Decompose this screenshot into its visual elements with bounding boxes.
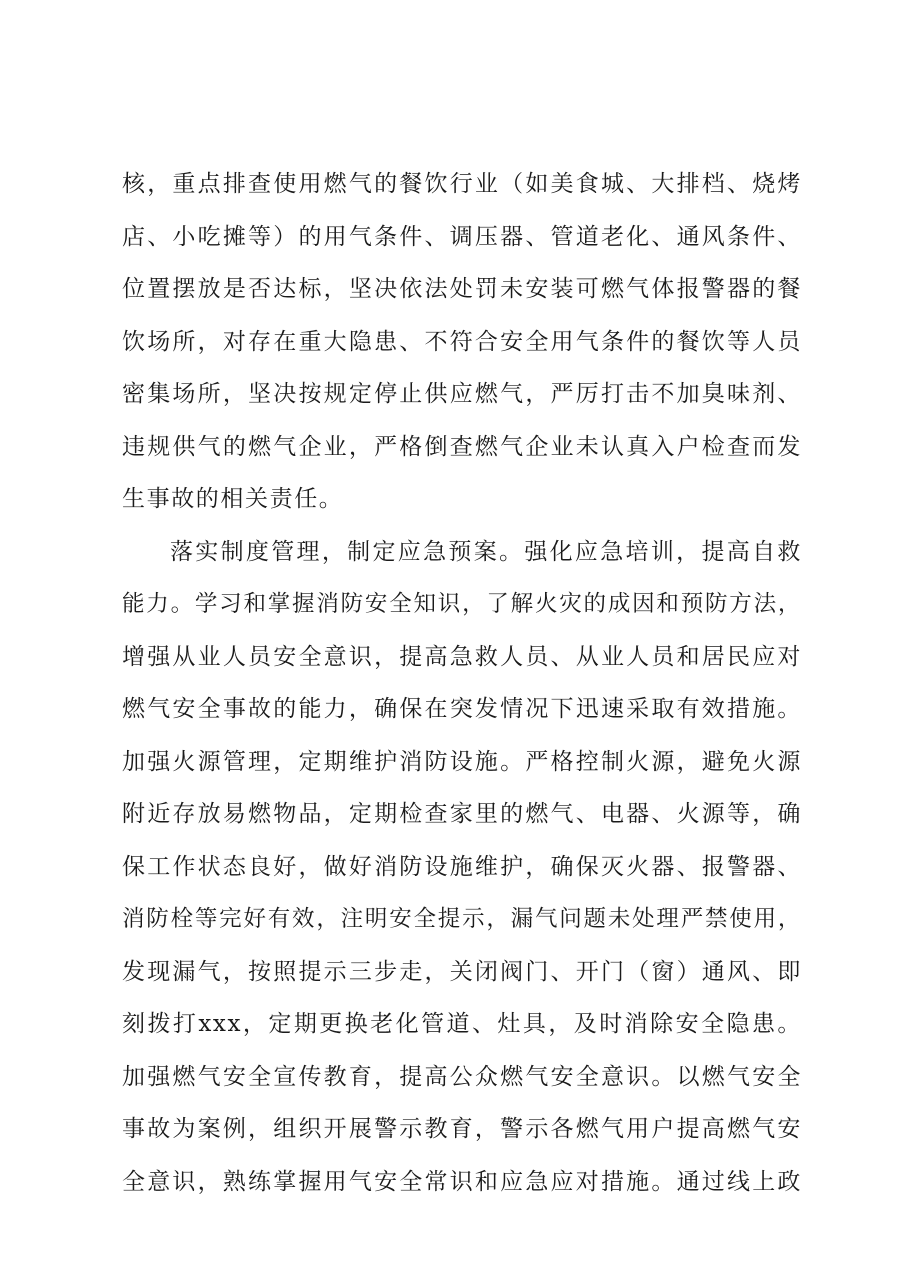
text-line: 增强从业人员安全意识，提高急救人员、从业人员和居民应对	[122, 643, 802, 670]
text-line: 保工作状态良好，做好消防设施维护，确保灭火器、报警器、	[122, 853, 802, 880]
text-line: 位置摆放是否达标，坚决依法处罚未安装可燃气体报警器的餐	[122, 276, 802, 302]
text-line: 店、小吃摊等）的用气条件、调压器、管道老化、通风条件、	[122, 223, 802, 250]
text-line: 能力。学习和掌握消防安全知识，了解火灾的成因和预防方法，	[122, 591, 802, 617]
text-line: 全意识，熟练掌握用气安全常识和应急应对措施。通过线上政	[122, 1168, 802, 1195]
text-line: 密集场所，坚决按规定停止供应燃气，严厉打击不加臭味剂、	[122, 381, 802, 407]
text-line: 加强火源管理，定期维护消防设施。严格控制火源，避免火源	[122, 748, 802, 775]
text-line: 生事故的相关责任。	[122, 486, 344, 512]
text-line: 违规供气的燃气企业，严格倒查燃气企业未认真入户检查而发	[122, 433, 802, 460]
text-line: 燃气安全事故的能力，确保在突发情况下迅速采取有效措施。	[122, 696, 802, 722]
document-body	[122, 158, 802, 1208]
text-line: 饮场所，对存在重大隐患、不符合安全用气条件的餐饮等人员	[122, 328, 802, 355]
text-line: 刻拨打xxx，定期更换老化管道、灶具，及时消除安全隐患。	[122, 1011, 802, 1037]
text-line: 发现漏气，按照提示三步走，关闭阀门、开门（窗）通风、即	[122, 958, 802, 985]
text-line: 事故为案例，组织开展警示教育，警示各燃气用户提高燃气安	[122, 1116, 802, 1142]
text-line: 附近存放易燃物品，定期检查家里的燃气、电器、火源等，确	[122, 801, 802, 827]
paragraph-start-line: 落实制度管理，制定应急预案。强化应急培训，提高自救	[170, 538, 802, 565]
text-line: 加强燃气安全宣传教育，提高公众燃气安全意识。以燃气安全	[122, 1063, 802, 1090]
text-line: 核，重点排查使用燃气的餐饮行业（如美食城、大排档、烧烤	[122, 171, 802, 197]
text-line: 消防栓等完好有效，注明安全提示，漏气问题未处理严禁使用，	[122, 906, 802, 932]
